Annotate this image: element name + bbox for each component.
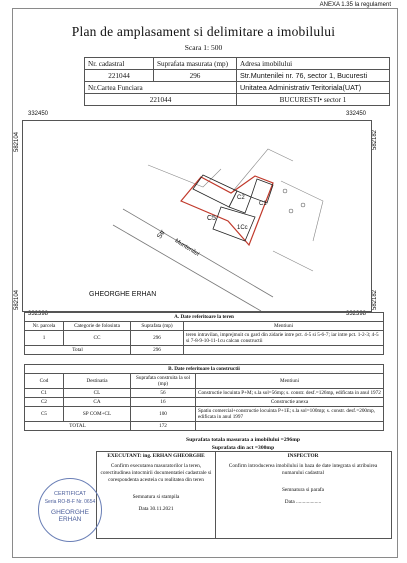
inspector-column [215, 452, 391, 538]
building-c5 [193, 175, 237, 207]
coord-left-bottom: 582104 [14, 289, 20, 310]
building-1cc [213, 207, 255, 241]
signature-section [96, 451, 392, 539]
land-total-label: Total [25, 346, 131, 355]
construction-header-surface: Suprafata construita la sol (mp) [131, 374, 196, 389]
label-c5: C5 [207, 215, 216, 222]
surveyor-signature: GHEORGHE ERHAN [89, 291, 157, 298]
executant-text: Confirm executarea masuratorilor la teren, corectitudinea intocmirii documentatiei cadastrale si corespondenta acesteia cu realitatea din teren [100, 463, 212, 483]
coord-right-bottom: 582182 [372, 289, 378, 310]
coord-top-left: 332450 [28, 111, 49, 117]
act-surface: Suprafata din act =300mp [211, 445, 275, 451]
carte-label: Nr.Cartea Funciara [85, 82, 237, 94]
land-data-table [24, 312, 384, 355]
inspector-text: Confirm introducerea imobilului in baza de date integrata si atribuirea numarului cadastral [228, 463, 378, 476]
street-label: Str [156, 228, 167, 241]
uat-value: BUCURESTI• sector 1 [237, 94, 390, 106]
neighbour-boundary [148, 149, 323, 271]
construction-header-destination: Destinatia [64, 374, 131, 389]
table-row: C1 CL 56 Constructie locuinta P+M; s.la sol=56mp; s. constr. desf.=126mp, edificata in anul 1972 [25, 389, 384, 398]
survey-point [301, 203, 305, 207]
land-header-parcel: Nr. parcela [25, 322, 64, 331]
surface-label: Suprafata masurata (mp) [154, 58, 237, 70]
inspector-date: Data ................... [284, 499, 322, 505]
label-c2: C2 [237, 195, 245, 201]
stamp-name-first: GHEORGHE [51, 509, 89, 516]
table-row: 1 CC 296 teren intravilan, imprejmuit cu gard din zidarie intre pct. 4-5 si 5-6-7; iar intre pct. 1-2-3; 4-5 si 7-8-9-10-11-1cu calcan constructii [25, 331, 384, 346]
construction-section-title: B. Date referitoare la constructii [25, 365, 384, 374]
coord-bottom-left: 332398 [28, 311, 49, 317]
cadastral-value: 221044 [85, 70, 154, 82]
address-value: Str.Muntenilei nr. 76, sector 1, Bucuresti [237, 70, 390, 82]
coord-left-top: 582104 [14, 131, 20, 152]
coord-right-top: 582182 [372, 129, 378, 150]
stamp-certificate: CERTIFICAT [54, 491, 86, 497]
construction-data-table [24, 364, 384, 431]
executant-sign-label: Semnatura si stampila [132, 494, 180, 500]
coord-top-right: 332450 [346, 111, 367, 117]
measured-surface-total: Suprafata totala masurata a imobilului =296mp [186, 437, 300, 443]
land-total-value: 296 [131, 346, 184, 355]
survey-point [289, 209, 293, 213]
scale-label: Scara 1: 500 [184, 43, 223, 52]
land-header-surface: Suprafata (mp) [131, 322, 184, 331]
stamp-serie: Seria RO-B-F Nr. 0654 [44, 499, 96, 505]
cadastral-label: Nr. cadastral [85, 58, 154, 70]
construction-header-code: Cod [25, 374, 64, 389]
site-plan-drawing [23, 121, 371, 311]
survey-point [283, 189, 287, 193]
street-edge-line [113, 225, 261, 311]
coord-bottom-right: 332398 [346, 311, 367, 317]
certificate-stamp [38, 478, 102, 542]
construction-header-mentions: Mentiuni [196, 374, 384, 389]
land-header-category: Categorie de folosinta [64, 322, 131, 331]
inspector-title: INSPECTOR [287, 453, 319, 459]
annex-note: ANEXA 1.35 la regulament [319, 2, 391, 8]
table-row: C5 SP COM+CL 100 Spatiu comercial+constructie locuinta P+1E; s.la sol=100mp; s. constr. desf.=200mp, edificata in anul 1997 [25, 407, 384, 422]
label-c1: C1 [259, 201, 267, 207]
address-label: Adresa imobilului [237, 58, 390, 70]
table-row: C2 CA 16 Constructie anexa [25, 398, 384, 407]
executant-title: EXECUTANT: ing. ERHAN GHEORGHE [107, 453, 205, 459]
land-section-title: A. Date referitoare la teren [25, 313, 384, 322]
carte-value: 221044 [85, 94, 237, 106]
construction-total-value: 172 [131, 422, 196, 431]
construction-total-label: TOTAL [25, 422, 131, 431]
land-header-mentions: Mentiuni [184, 322, 384, 331]
stamp-name-last: ERHAN [58, 516, 82, 523]
page-title: Plan de amplasament si delimitare a imobilului [71, 24, 336, 39]
executant-date: Data 30.11.2021 [138, 506, 174, 512]
street-name-label: Muntenilei [173, 238, 200, 258]
surface-summary [96, 436, 390, 452]
label-1cc: 1Cc [237, 225, 248, 231]
header-table [84, 57, 390, 106]
uat-label: Unitatea Administrativ Teritoriala(UAT) [237, 82, 390, 94]
site-plan-map [22, 120, 372, 312]
executant-column [97, 452, 216, 538]
surface-value: 296 [154, 70, 237, 82]
inspector-sign-label: Semnatura si parafa [281, 487, 325, 493]
